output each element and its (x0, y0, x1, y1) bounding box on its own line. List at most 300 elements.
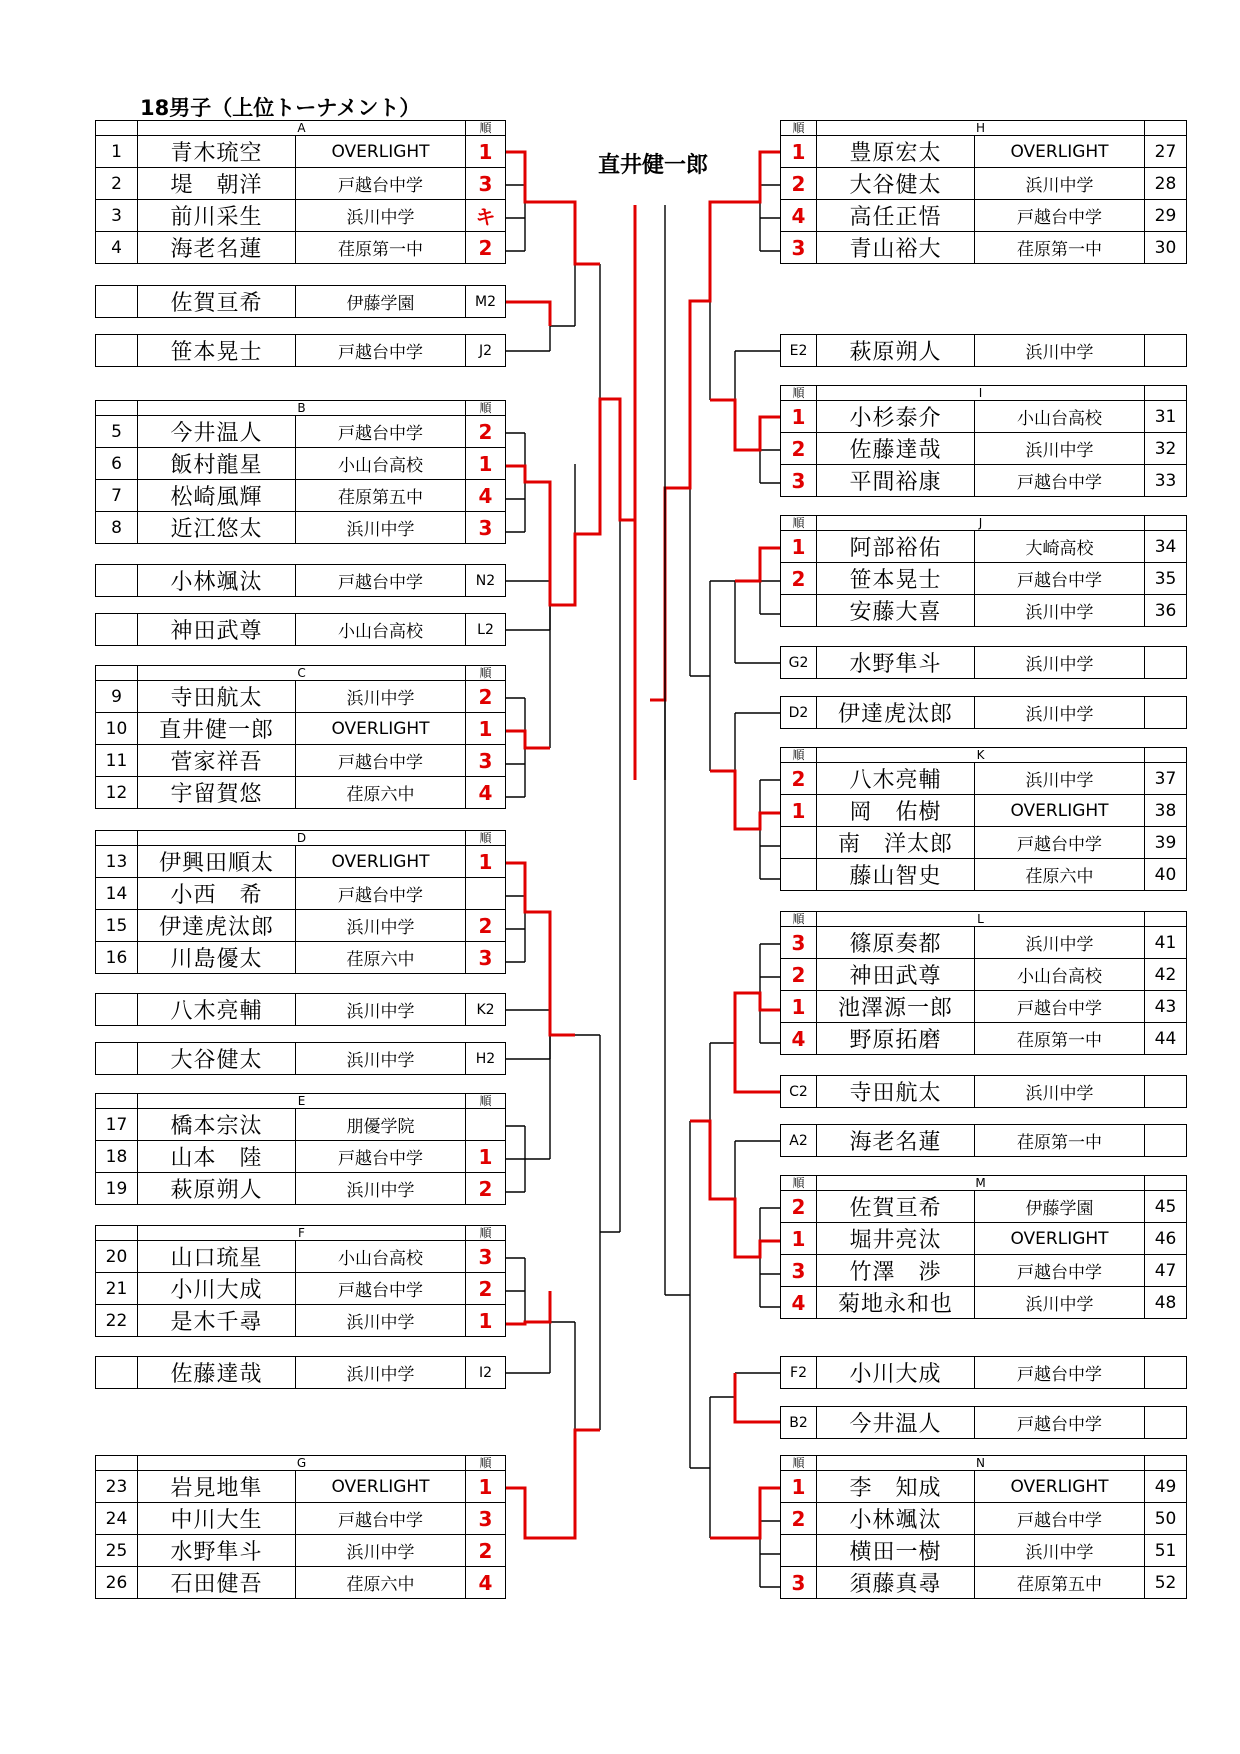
player-rank: 1 (781, 1223, 817, 1255)
winner-path (505, 863, 575, 1035)
player-row (96, 846, 506, 878)
seed-team: 浜川中学 (296, 994, 466, 1026)
bracket-line (665, 488, 690, 1295)
player-number: 46 (1145, 1223, 1187, 1255)
seed-blank (96, 1357, 138, 1389)
player-row (96, 1241, 506, 1273)
player-team: 戸越台中学 (296, 1273, 466, 1305)
player-rank: 3 (781, 1567, 817, 1599)
group-k-table (780, 747, 1187, 891)
player-rank: 1 (781, 795, 817, 827)
player-number: 13 (96, 846, 138, 878)
player-rank: 3 (466, 1503, 506, 1535)
player-name: 青山裕大 (817, 232, 975, 264)
player-name: 松崎風輝 (138, 480, 296, 512)
player-rank: 3 (466, 168, 506, 200)
player-team: 戸越台中学 (975, 1255, 1145, 1287)
rank-header: 順 (466, 666, 506, 681)
player-name: 石田健吾 (138, 1567, 296, 1599)
player-row (96, 1471, 506, 1503)
group-n-table (780, 1455, 1187, 1599)
player-number: 36 (1145, 595, 1187, 627)
seed-team: 戸越台中学 (296, 335, 466, 367)
player-team: 小山台高校 (975, 401, 1145, 433)
bracket-line (505, 433, 525, 532)
player-row (781, 827, 1187, 859)
rank-header: 順 (466, 831, 506, 846)
seed-m2-row (95, 285, 506, 318)
group-label: G (138, 1456, 466, 1471)
seed-code: C2 (781, 1076, 817, 1108)
group-label: B (138, 401, 466, 416)
player-team: OVERLIGHT (975, 136, 1145, 168)
player-row (96, 910, 506, 942)
player-row (781, 859, 1187, 891)
group-header-blank (96, 1226, 138, 1241)
player-number: 11 (96, 745, 138, 777)
group-header-blank (1145, 1456, 1187, 1471)
player-number: 43 (1145, 991, 1187, 1023)
player-number: 25 (96, 1535, 138, 1567)
seed-blank (1145, 1076, 1187, 1108)
player-name: 是木千尋 (138, 1305, 296, 1337)
player-rank: 4 (466, 777, 506, 809)
player-number: 33 (1145, 465, 1187, 497)
player-number: 49 (1145, 1471, 1187, 1503)
player-team: 荏原第一中 (975, 1023, 1145, 1055)
player-rank: 4 (781, 1287, 817, 1319)
seed-code: G2 (781, 647, 817, 679)
player-row (781, 1471, 1187, 1503)
player-row (781, 168, 1187, 200)
player-name: 須藤真尋 (817, 1567, 975, 1599)
seed-name: 寺田航太 (817, 1076, 975, 1108)
player-name: 直井健一郎 (138, 713, 296, 745)
player-team: 浜川中学 (975, 433, 1145, 465)
player-team: OVERLIGHT (975, 795, 1145, 827)
player-team: 荏原第五中 (975, 1567, 1145, 1599)
player-team: 荏原六中 (296, 777, 466, 809)
seed-blank (96, 565, 138, 597)
player-rank: 1 (781, 401, 817, 433)
bracket-line (760, 152, 780, 251)
seed-blank (1145, 1357, 1187, 1389)
winner-path (710, 1488, 780, 1538)
player-row (96, 480, 506, 512)
player-name: 宇留賀悠 (138, 777, 296, 809)
bracket-line (735, 713, 780, 879)
winner-path (505, 731, 550, 748)
player-number: 39 (1145, 827, 1187, 859)
seed-team: 浜川中学 (975, 1076, 1145, 1108)
winner-path (735, 1373, 780, 1422)
seed-blank (1145, 647, 1187, 679)
player-row (96, 1141, 506, 1173)
player-team: 戸越台中学 (296, 745, 466, 777)
player-name: 寺田航太 (138, 681, 296, 713)
player-row (96, 136, 506, 168)
rank-header: 順 (781, 516, 817, 531)
group-header-blank (96, 121, 138, 136)
seed-team: 小山台高校 (296, 614, 466, 646)
player-name: 飯村龍星 (138, 448, 296, 480)
player-number: 17 (96, 1109, 138, 1141)
player-number: 27 (1145, 136, 1187, 168)
player-number: 28 (1145, 168, 1187, 200)
player-rank: 1 (466, 1471, 506, 1503)
seed-team: 荏原第一中 (975, 1125, 1145, 1157)
rank-header: 順 (781, 1176, 817, 1191)
player-rank: 1 (781, 136, 817, 168)
player-team: 荏原六中 (296, 1567, 466, 1599)
player-number: 45 (1145, 1191, 1187, 1223)
seed-team: 浜川中学 (296, 1357, 466, 1389)
seed-name: 佐賀亘希 (138, 286, 296, 318)
player-team: OVERLIGHT (296, 846, 466, 878)
player-name: 山口琉星 (138, 1241, 296, 1273)
bracket-line (575, 1035, 600, 1430)
player-row (96, 232, 506, 264)
player-rank: 4 (781, 200, 817, 232)
player-name: 海老名蓮 (138, 232, 296, 264)
player-rank: キ (466, 200, 506, 232)
player-row (781, 1567, 1187, 1599)
player-row (96, 681, 506, 713)
seed-name: 萩原朔人 (817, 335, 975, 367)
player-number: 50 (1145, 1503, 1187, 1535)
player-rank: 2 (466, 910, 506, 942)
player-number: 2 (96, 168, 138, 200)
group-l-table (780, 911, 1187, 1055)
bracket-line (735, 1373, 780, 1422)
group-h-table (780, 120, 1187, 264)
player-rank (781, 595, 817, 627)
player-rank: 1 (466, 846, 506, 878)
seed-code: B2 (781, 1407, 817, 1439)
winner-path (505, 302, 550, 326)
player-team: 浜川中学 (296, 512, 466, 544)
player-number: 30 (1145, 232, 1187, 264)
seed-team: 浜川中学 (975, 335, 1145, 367)
player-number: 34 (1145, 531, 1187, 563)
player-team: 戸越台中学 (296, 1503, 466, 1535)
player-row (96, 1535, 506, 1567)
seed-team: 伊藤学園 (296, 286, 466, 318)
player-row (781, 1191, 1187, 1223)
player-row (781, 959, 1187, 991)
seed-code: L2 (466, 614, 506, 646)
seed-h2-row (95, 1042, 506, 1075)
player-rank: 3 (466, 745, 506, 777)
player-team: 荏原第一中 (975, 232, 1145, 264)
player-team: 戸越台中学 (296, 168, 466, 200)
bracket-line (735, 1141, 780, 1307)
player-team: 伊藤学園 (975, 1191, 1145, 1223)
player-rank: 2 (781, 763, 817, 795)
group-label: C (138, 666, 466, 681)
player-row (96, 713, 506, 745)
player-name: 藤山智史 (817, 859, 975, 891)
player-rank: 1 (781, 991, 817, 1023)
player-number: 29 (1145, 200, 1187, 232)
bracket-line (505, 302, 550, 351)
player-row (96, 1273, 506, 1305)
player-number: 12 (96, 777, 138, 809)
seed-g2-row (780, 646, 1187, 679)
player-name: 篠原奏都 (817, 927, 975, 959)
player-team: 浜川中学 (975, 1287, 1145, 1319)
player-number: 6 (96, 448, 138, 480)
player-rank: 3 (781, 1255, 817, 1287)
player-rank: 2 (781, 1503, 817, 1535)
player-number: 48 (1145, 1287, 1187, 1319)
seed-k2-row (95, 993, 506, 1026)
group-header-blank (96, 831, 138, 846)
player-team: OVERLIGHT (296, 713, 466, 745)
player-number: 16 (96, 942, 138, 974)
player-name: 佐藤達哉 (817, 433, 975, 465)
player-row (96, 777, 506, 809)
group-c-table (95, 665, 506, 809)
group-label: N (817, 1456, 1145, 1471)
player-row (96, 745, 506, 777)
seed-code: E2 (781, 335, 817, 367)
player-number: 41 (1145, 927, 1187, 959)
player-number: 42 (1145, 959, 1187, 991)
seed-code: M2 (466, 286, 506, 318)
bracket-line (710, 1043, 735, 1199)
player-number: 14 (96, 878, 138, 910)
group-label: H (817, 121, 1145, 136)
seed-a2-row (780, 1124, 1187, 1157)
player-name: 堤 朝洋 (138, 168, 296, 200)
player-name: 近江悠太 (138, 512, 296, 544)
seed-blank (96, 1043, 138, 1075)
seed-blank (1145, 1407, 1187, 1439)
seed-team: 戸越台中学 (975, 1357, 1145, 1389)
player-team: 浜川中学 (296, 681, 466, 713)
player-row (96, 942, 506, 974)
group-label: F (138, 1226, 466, 1241)
player-number: 4 (96, 232, 138, 264)
group-label: J (817, 516, 1145, 531)
player-row (781, 1535, 1187, 1567)
bracket-line (505, 1126, 525, 1192)
seed-c2-row (780, 1075, 1187, 1108)
player-name: 大谷健太 (817, 168, 975, 200)
seed-team: 戸越台中学 (975, 1407, 1145, 1439)
group-d-table (95, 830, 506, 974)
player-team: OVERLIGHT (975, 1223, 1145, 1255)
player-row (781, 136, 1187, 168)
player-team: 戸越台中学 (975, 827, 1145, 859)
player-row (781, 1287, 1187, 1319)
bracket-line (505, 1010, 550, 1059)
player-row (781, 563, 1187, 595)
player-row (96, 448, 506, 480)
player-row (781, 531, 1187, 563)
seed-blank (1145, 335, 1187, 367)
player-team: 戸越台中学 (296, 878, 466, 910)
player-number: 20 (96, 1241, 138, 1273)
group-e-table (95, 1093, 506, 1205)
player-name: 小西 希 (138, 878, 296, 910)
rank-header: 順 (466, 121, 506, 136)
player-rank (466, 878, 506, 910)
player-team: 小山台高校 (296, 1241, 466, 1273)
player-team: 浜川中学 (296, 1305, 466, 1337)
seed-team: 浜川中学 (296, 1043, 466, 1075)
player-number: 31 (1145, 401, 1187, 433)
player-team: 大崎高校 (975, 531, 1145, 563)
seed-name: 笹本晃士 (138, 335, 296, 367)
player-rank (466, 1109, 506, 1141)
player-name: 八木亮輔 (817, 763, 975, 795)
player-team: 荏原第五中 (296, 480, 466, 512)
bracket-line (525, 482, 550, 748)
player-number: 10 (96, 713, 138, 745)
player-rank: 3 (466, 1241, 506, 1273)
seed-code: D2 (781, 697, 817, 729)
player-name: 平間裕康 (817, 465, 975, 497)
player-name: 李 知成 (817, 1471, 975, 1503)
player-number: 44 (1145, 1023, 1187, 1055)
player-row (96, 416, 506, 448)
player-row (781, 1503, 1187, 1535)
player-team: 戸越台中学 (296, 1141, 466, 1173)
bracket-line (690, 301, 710, 676)
player-number: 52 (1145, 1567, 1187, 1599)
seed-name: 水野隼斗 (817, 647, 975, 679)
seed-code: F2 (781, 1357, 817, 1389)
player-number: 1 (96, 136, 138, 168)
player-rank: 2 (781, 1191, 817, 1223)
seed-j2-row (95, 334, 506, 367)
player-team: 戸越台中学 (975, 991, 1145, 1023)
player-rank: 3 (781, 927, 817, 959)
player-number: 37 (1145, 763, 1187, 795)
seed-blank (1145, 697, 1187, 729)
seed-i2-row (95, 1356, 506, 1389)
seed-team: 戸越台中学 (296, 565, 466, 597)
player-row (781, 927, 1187, 959)
final-line (635, 205, 665, 780)
player-number: 5 (96, 416, 138, 448)
player-name: 野原拓磨 (817, 1023, 975, 1055)
player-name: 堀井亮汰 (817, 1223, 975, 1255)
player-name: 小杉泰介 (817, 401, 975, 433)
player-team: OVERLIGHT (296, 1471, 466, 1503)
player-team: 浜川中学 (296, 910, 466, 942)
seed-name: 小川大成 (817, 1357, 975, 1389)
group-label: K (817, 748, 1145, 763)
seed-d2-row (780, 696, 1187, 729)
player-rank: 1 (781, 531, 817, 563)
player-rank: 2 (466, 232, 506, 264)
player-rank: 1 (466, 136, 506, 168)
bracket-line (505, 698, 525, 797)
bracket-line (575, 264, 600, 534)
bracket-line (505, 1291, 550, 1373)
player-rank (781, 859, 817, 891)
seed-code: J2 (466, 335, 506, 367)
seed-name: 小林颯汰 (138, 565, 296, 597)
group-header-blank (1145, 121, 1187, 136)
seed-blank (1145, 1125, 1187, 1157)
player-name: 高任正悟 (817, 200, 975, 232)
player-name: 池澤源一郎 (817, 991, 975, 1023)
player-name: 小林颯汰 (817, 1503, 975, 1535)
player-row (781, 763, 1187, 795)
player-row (96, 168, 506, 200)
player-name: 佐賀亘希 (817, 1191, 975, 1223)
player-row (96, 1305, 506, 1337)
seed-name: 今井温人 (817, 1407, 975, 1439)
group-a-table (95, 120, 506, 264)
bracket-line (735, 581, 780, 663)
seed-code: I2 (466, 1357, 506, 1389)
group-label: E (138, 1094, 466, 1109)
player-row (96, 512, 506, 544)
seed-blank (96, 614, 138, 646)
player-number: 26 (96, 1567, 138, 1599)
seed-name: 八木亮輔 (138, 994, 296, 1026)
group-label: M (817, 1176, 1145, 1191)
player-rank: 4 (466, 1567, 506, 1599)
player-name: 神田武尊 (817, 959, 975, 991)
bracket-line (550, 464, 575, 605)
group-header-blank (1145, 1176, 1187, 1191)
winner-path (735, 548, 780, 581)
seed-team: 浜川中学 (975, 697, 1145, 729)
player-rank: 3 (466, 942, 506, 974)
player-team: 小山台高校 (975, 959, 1145, 991)
player-name: 水野隼斗 (138, 1535, 296, 1567)
group-f-table (95, 1225, 506, 1337)
player-name: 笹本晃士 (817, 563, 975, 595)
player-name: 川島優太 (138, 942, 296, 974)
player-row (781, 401, 1187, 433)
player-team: 浜川中学 (296, 200, 466, 232)
player-row (781, 232, 1187, 264)
player-row (781, 200, 1187, 232)
player-row (781, 465, 1187, 497)
player-number: 15 (96, 910, 138, 942)
rank-header: 順 (466, 1094, 506, 1109)
player-name: 小川大成 (138, 1273, 296, 1305)
seed-name: 大谷健太 (138, 1043, 296, 1075)
group-m-table (780, 1175, 1187, 1319)
player-name: 青木琉空 (138, 136, 296, 168)
player-name: 山本 陸 (138, 1141, 296, 1173)
player-rank: 2 (781, 563, 817, 595)
player-name: 岡 佑樹 (817, 795, 975, 827)
player-rank: 2 (466, 681, 506, 713)
player-team: OVERLIGHT (296, 136, 466, 168)
player-rank: 1 (466, 713, 506, 745)
player-row (96, 1567, 506, 1599)
player-name: 菅家祥吾 (138, 745, 296, 777)
group-label: L (817, 912, 1145, 927)
player-rank: 2 (781, 168, 817, 200)
player-number: 32 (1145, 433, 1187, 465)
player-name: 萩原朔人 (138, 1173, 296, 1205)
player-row (96, 878, 506, 910)
player-row (781, 1023, 1187, 1055)
bracket-line (505, 581, 550, 630)
player-team: 浜川中学 (975, 927, 1145, 959)
player-rank: 1 (781, 1471, 817, 1503)
